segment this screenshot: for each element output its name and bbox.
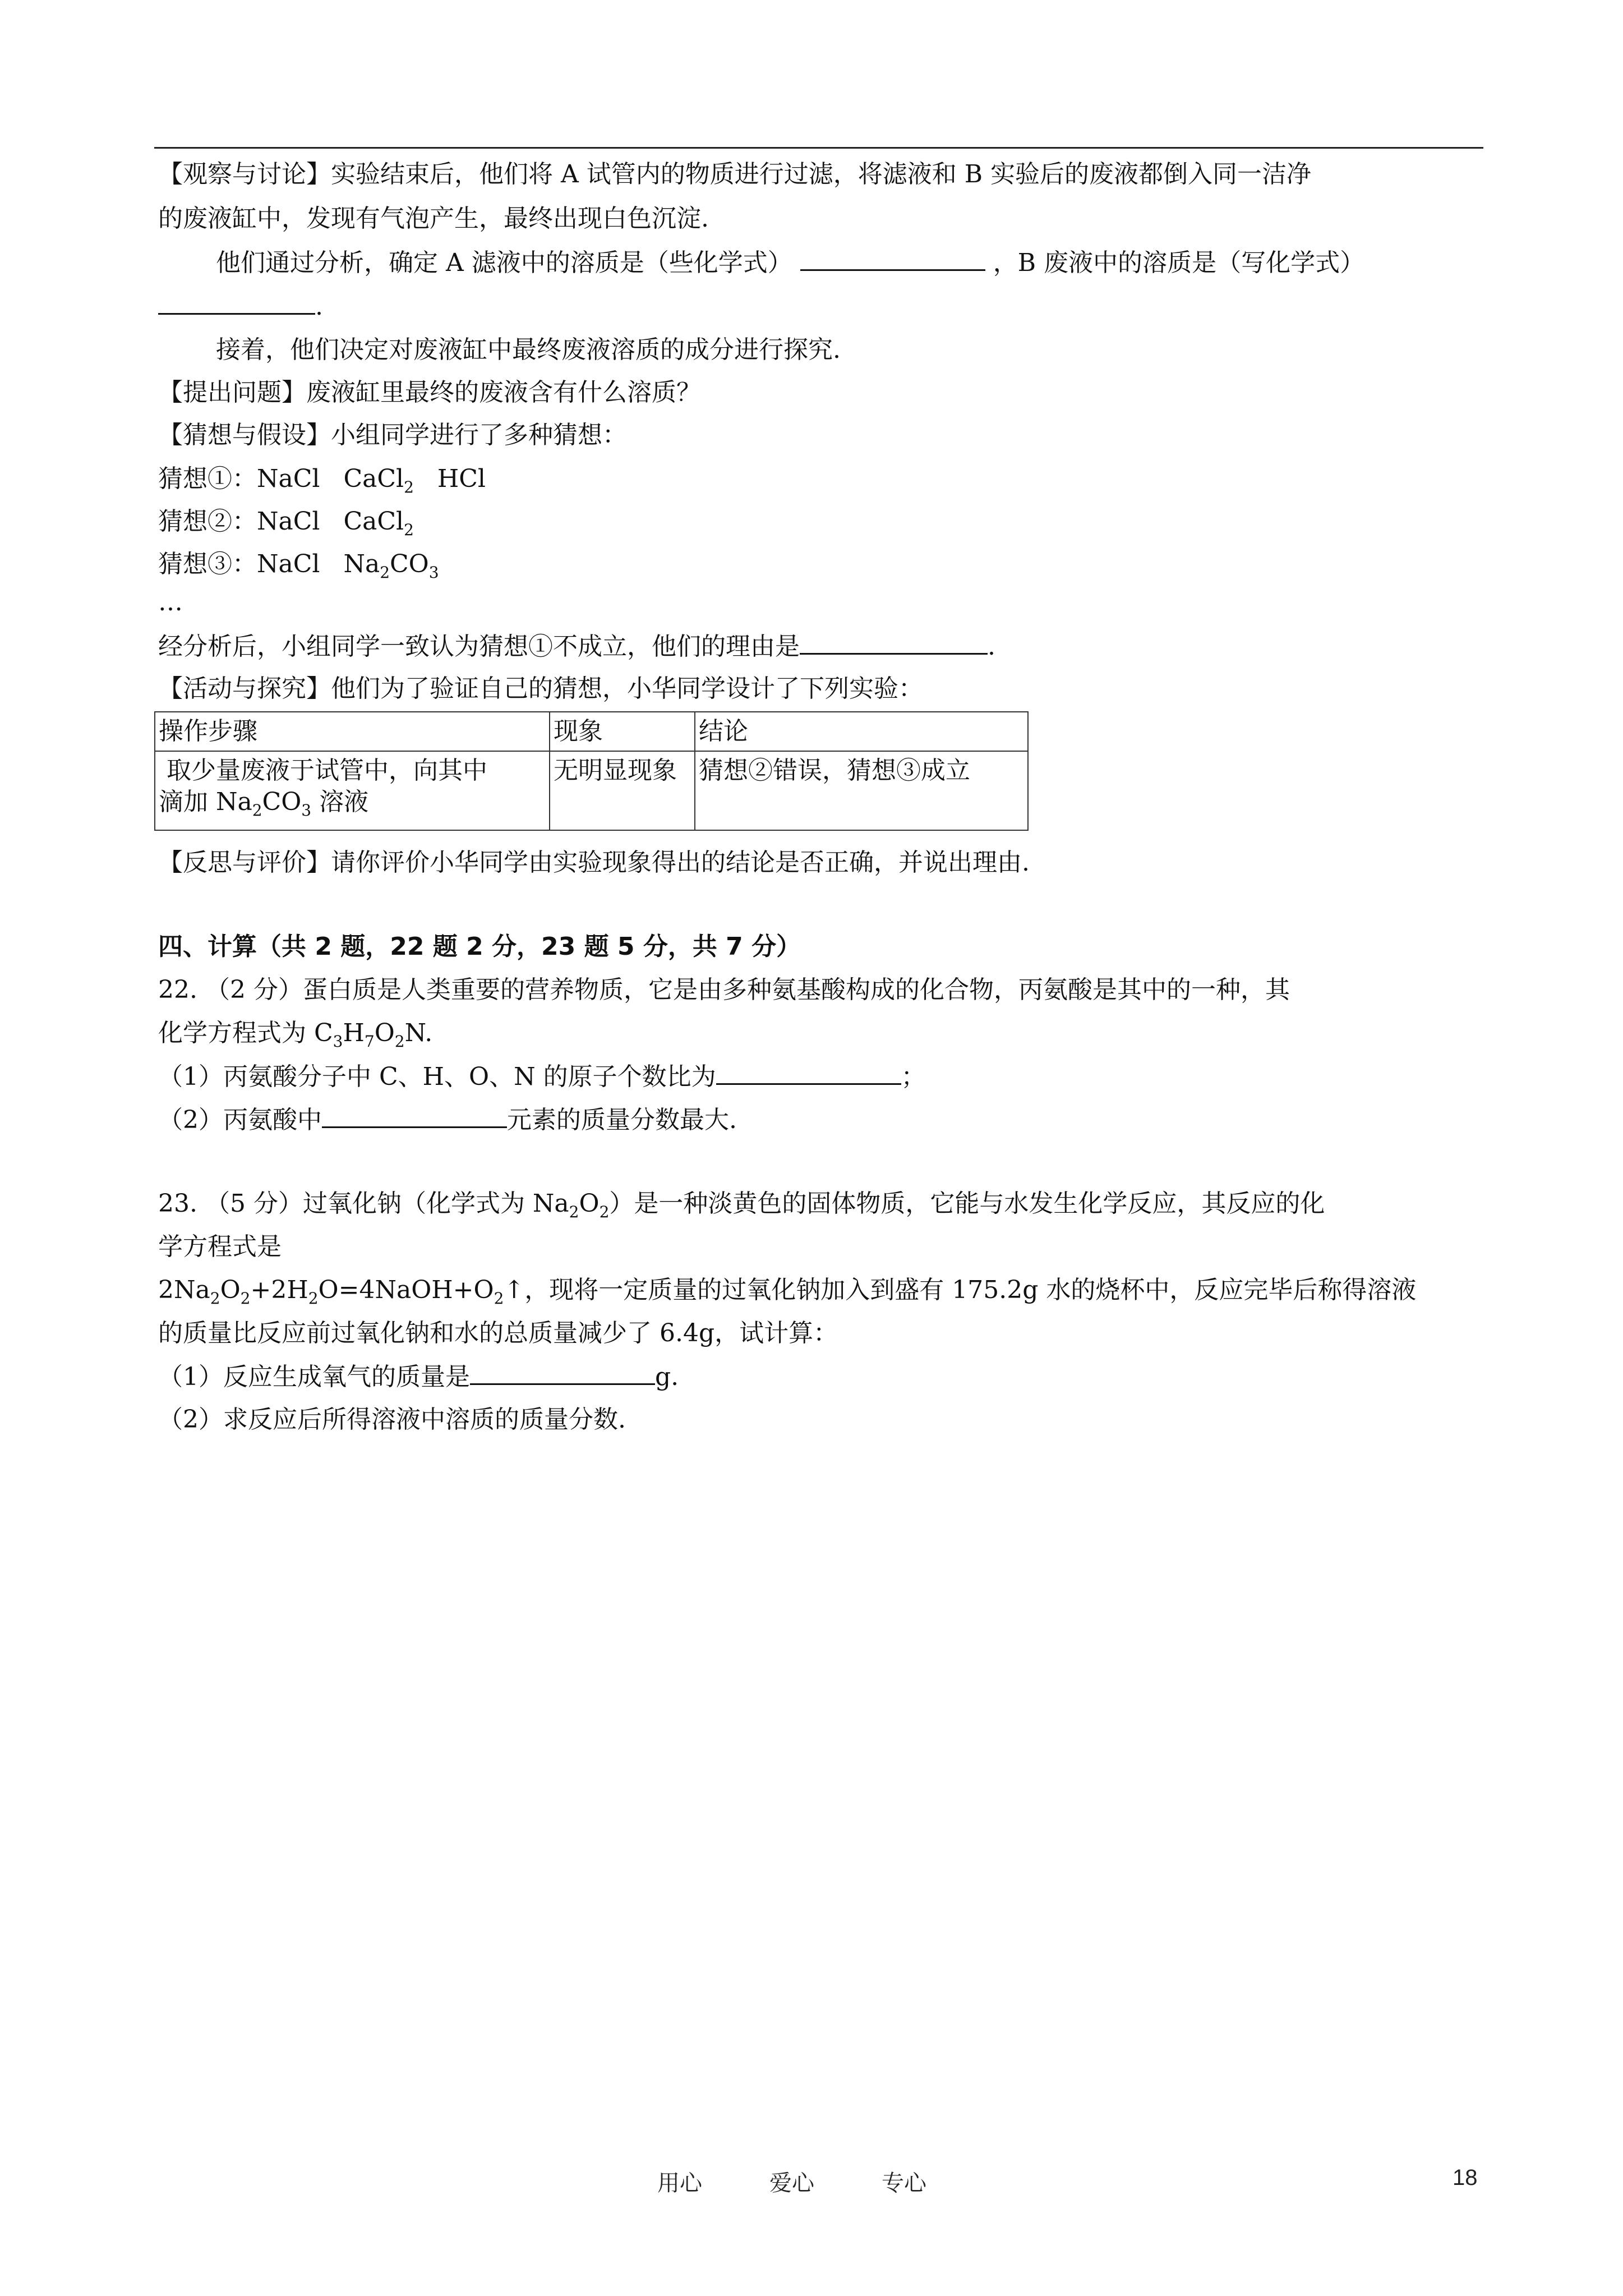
eq-b: O [220,1276,241,1304]
formula-na: Na [343,550,380,578]
hypothesis-intro: 【猜想与假设】小组同学进行了多种猜想： [158,421,627,449]
next-step-line: 接着，他们决定对废液缸中最终废液溶质的成分进行探究. [216,335,841,364]
hypothesis-1-label: 猜想①： [158,464,257,493]
eq-a: 2Na [158,1276,210,1304]
eq-d: O=4NaOH+O [318,1276,494,1304]
section-4-title: 四、计算（共 2 题，22 题 2 分，23 题 5 分，共 7 分） [158,932,801,961]
hypothesis-2-label: 猜想②： [158,507,257,536]
footer-word-1: 用心 [657,2171,702,2196]
step-line-1: 取少量废液于试管中，向其中 [167,756,487,785]
step-text-b: CO [262,788,302,816]
q23-line-4: 的质量比反应前过氧化钠和水的总质量减少了 6.4g，试计算： [158,1319,838,1347]
answer-blank-element[interactable] [322,1104,507,1128]
q22-p2-a: （2）丙氨酸中 [158,1106,322,1134]
q23-p1-b: g. [655,1363,679,1391]
subscript: 2 [404,521,414,539]
subscript: 2 [599,1203,610,1221]
answer-blank-atom-ratio[interactable] [716,1061,901,1085]
header-phenomenon: 现象 [550,712,695,751]
hypothesis-2 [158,506,414,546]
activity-line: 【活动与探究】他们为了验证自己的猜想，小华同学设计了下列实验： [158,674,923,703]
footer-word-3: 专心 [882,2171,926,2196]
q22-part-1 [158,1061,926,1093]
table-header-row [155,712,1028,751]
analysis-a-text: 他们通过分析，确定 A 滤液中的溶质是（些化学式） [216,249,792,277]
q22-line-1: 22. （2 分）蛋白质是人类重要的营养物质，它是由多种氨基酸构成的化合物，丙氨酸是其中的一种，其 [158,976,1290,1004]
experiment-table [154,711,1029,831]
cell-phenomenon: 无明显现象 [550,751,695,830]
step-line-2 [159,786,546,826]
answer-blank-a-solute[interactable] [800,247,985,271]
subscript: 2 [252,801,262,820]
observe-line-2: 的废液缸中，发现有气泡产生，最终出现白色沉淀. [158,204,709,233]
eq-e: ↑，现将一定质量的过氧化钠加入到盛有 175.2g 水的烧杯中，反应完毕后称得溶液 [504,1276,1417,1304]
q22-text-a: 化学方程式为 C [158,1019,333,1047]
subscript: 2 [380,563,390,582]
q22-text-b: H [343,1019,365,1047]
hypothesis-1 [158,463,486,503]
q23-equation-line [158,1274,1416,1314]
subscript: 3 [428,563,439,582]
q23-text-a: 23. （5 分）过氧化钠（化学式为 Na [158,1189,569,1218]
subscript: 2 [394,1032,405,1051]
q23-p1-a: （1）反应生成氧气的质量是 [158,1363,470,1391]
subscript: 3 [301,801,312,820]
formula-nacl: NaCl [257,550,320,578]
table-row [155,751,1028,830]
analysis-b-text: ，B 废液中的溶质是（写化学式） [993,249,1365,277]
subscript: 2 [404,478,414,496]
q22-text-c: O [374,1019,395,1047]
formula-cacl: CaCl [343,464,404,493]
formula-co: CO [390,550,429,578]
q22-line-2 [158,1018,432,1057]
q23-text-b: O [579,1189,600,1218]
header-step: 操作步骤 [155,712,550,751]
q22-p1-text: （1）丙氨酸分子中 C、H、O、N 的原子个数比为 [158,1062,716,1091]
q23-part-1 [158,1361,679,1393]
q23-line-2: 学方程式是 [158,1232,282,1261]
hypothesis-3-label: 猜想③： [158,550,257,578]
analysis-line [216,247,1364,279]
q23-part-2: （2）求反应后所得溶液中溶质的质量分数. [158,1405,626,1434]
subscript: 2 [569,1203,579,1221]
reason-line [158,631,995,662]
cell-conclusion: 猜想②错误，猜想③成立 [695,751,1028,830]
question-line: 【提出问题】废液缸里最终的废液含有什么溶质？ [158,378,701,407]
header-conclusion: 结论 [695,712,1028,751]
answer-blank-oxygen-mass[interactable] [470,1361,655,1385]
subscript: 7 [364,1032,375,1051]
q23-line-1 [158,1188,1325,1228]
answer-blank-b-solute[interactable] [158,291,315,315]
step-text-c: 溶液 [311,788,369,816]
subscript: 2 [210,1289,220,1308]
ellipsis: … [158,588,183,616]
step-text-a: 滴加 Na [159,788,252,816]
observe-line-1: 【观察与讨论】实验结束后，他们将 A 试管内的物质进行过滤，将滤液和 B 实验后的废液都倒入同一洁净 [158,160,1312,188]
reflection-line: 【反思与评价】请你评价小华同学由实验现象得出的结论是否正确，并说出理由. [158,848,1030,877]
page-number: 18 [1453,2165,1478,2190]
formula-cacl: CaCl [343,507,404,536]
formula-hcl: HCl [437,464,486,493]
formula-nacl: NaCl [257,464,320,493]
q23-text-c: ）是一种淡黄色的固体物质，它能与水发生化学反应，其反应的化 [609,1189,1325,1218]
subscript: 3 [333,1032,343,1051]
reason-end: . [988,632,995,661]
formula-nacl: NaCl [257,507,320,536]
footer-word-2: 爱心 [769,2171,814,2196]
subscript: 2 [494,1289,504,1308]
analysis-line-2 [158,291,323,323]
cell-step [155,751,550,830]
reason-text: 经分析后，小组同学一致认为猜想①不成立，他们的理由是 [158,632,800,661]
q22-p2-b: 元素的质量分数最大. [507,1106,737,1134]
hypothesis-3 [158,549,439,588]
answer-blank-reason[interactable] [800,631,988,655]
header-rule [154,147,1483,149]
q22-p1-end: ； [901,1062,926,1091]
analysis-end: . [315,292,323,321]
subscript: 2 [240,1289,251,1308]
q22-part-2 [158,1104,737,1136]
subscript: 2 [308,1289,319,1308]
q22-text-d: N. [404,1019,433,1047]
eq-c: +2H [250,1276,308,1304]
